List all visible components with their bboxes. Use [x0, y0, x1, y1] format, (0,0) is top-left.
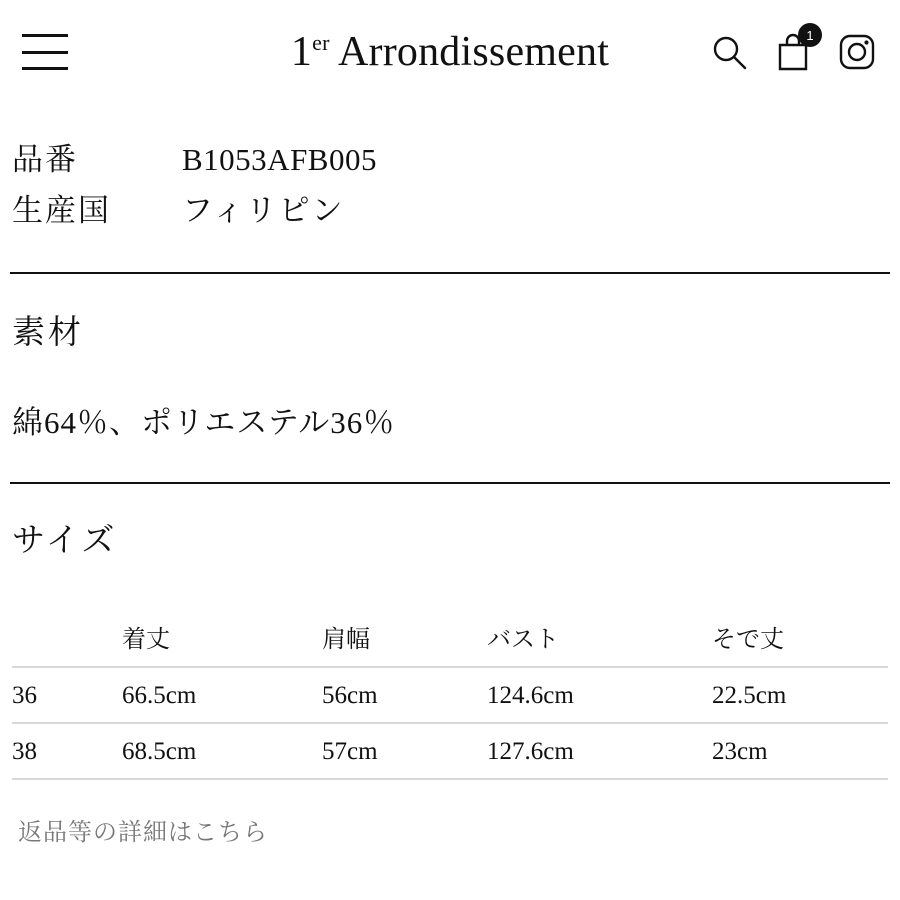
size-table — [12, 619, 888, 780]
size-section — [6, 484, 894, 847]
instagram-icon[interactable] — [836, 31, 878, 73]
material-title: 素材 — [12, 315, 84, 352]
hamburger-bar-2 — [22, 51, 68, 54]
size-table-header-row — [12, 619, 888, 667]
cell-shoulder: 57cm — [322, 738, 378, 766]
spec-row-item-number — [12, 134, 888, 185]
size-table-body — [12, 667, 888, 779]
brand-numeral: 1 — [290, 29, 313, 75]
cell-bust: 124.6cm — [487, 682, 574, 710]
search-icon-svg — [710, 33, 748, 71]
cell-shoulder: 56cm — [322, 682, 378, 710]
shopping-bag-icon[interactable] — [772, 27, 814, 73]
return-policy-link[interactable]: 返品等の詳細はこちら — [18, 820, 268, 847]
header-actions — [708, 27, 878, 73]
cell-bust: 127.6cm — [487, 738, 574, 766]
material-text: 綿64％、ポリエステル36％ — [12, 405, 396, 441]
material-section — [6, 274, 894, 442]
cell-size: 36 — [12, 682, 37, 710]
hamburger-bar-1 — [22, 34, 68, 37]
search-icon[interactable] — [708, 31, 750, 73]
spec-block — [6, 104, 894, 246]
instagram-icon-svg — [838, 33, 876, 71]
cell-size: 38 — [12, 738, 37, 766]
hamburger-bar-3 — [22, 67, 68, 70]
size-col-header-size — [12, 619, 122, 667]
country-label: 生産国 — [12, 193, 111, 229]
cell-length: 68.5cm — [122, 738, 197, 766]
table-row — [12, 667, 888, 723]
brand-superscript: er — [312, 30, 330, 55]
site-header — [0, 0, 900, 104]
cell-sleeve: 22.5cm — [712, 682, 787, 710]
item-number-value: B1053AFB005 — [182, 142, 377, 177]
hamburger-menu-icon[interactable] — [22, 34, 68, 70]
table-row — [12, 723, 888, 779]
brand-word: Arrondissement — [329, 29, 610, 75]
size-col-header-bust: バスト — [487, 627, 559, 654]
size-col-header-sleeve: そで丈 — [712, 627, 784, 654]
product-content — [0, 104, 900, 847]
size-col-header-length: 着丈 — [122, 627, 170, 654]
cell-sleeve: 23cm — [712, 738, 768, 766]
item-number-label: 品番 — [12, 142, 78, 177]
cell-length: 66.5cm — [122, 682, 197, 710]
cart-count-badge: 1 — [798, 23, 822, 47]
spec-row-country — [12, 185, 888, 236]
size-title: サイズ — [12, 523, 118, 560]
size-table-head — [12, 619, 888, 667]
size-col-header-shoulder: 肩幅 — [322, 627, 370, 654]
country-value: フィリピン — [182, 193, 345, 229]
